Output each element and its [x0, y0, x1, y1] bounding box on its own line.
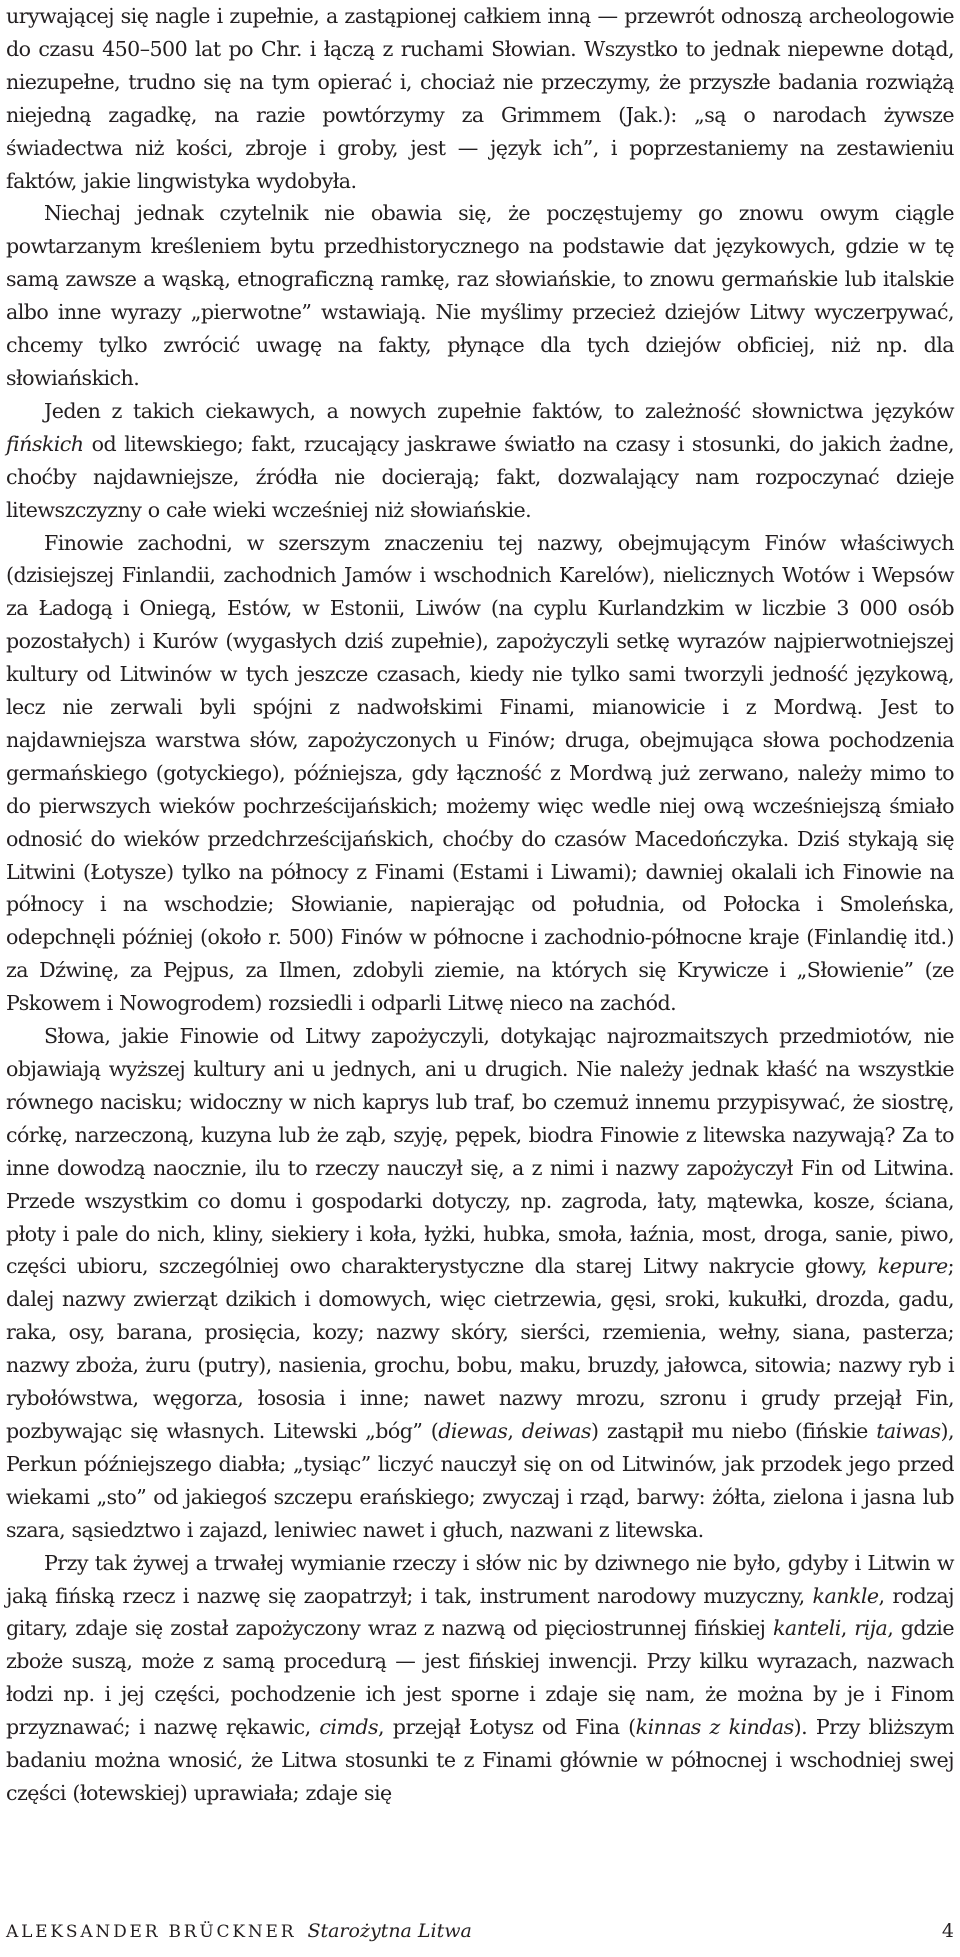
text-run: , gdzie zboże suszą, może z samą procedurą — jest fińskiej inwencji. Przy kilku wyrazach, nazwach łodzi np. i jej części, pochodzenie ich jest sporne i zdaje się nam, że można by je i Finom przyznawać; i nazwę rękawic,: [6, 1616, 954, 1740]
italic-term: cimds: [319, 1715, 379, 1740]
document-page: [6, 0, 954, 1810]
text-run: Przy tak żywej a trwałej wymianie rzeczy i słów nic by dziwnego nie było, gdyby i Litwin w jaką fińską rzecz i nazwę się zaopatrzył; i tak, instrument narodowy muzyczny,: [6, 1550, 954, 1608]
italic-term: kinnas z kindas: [635, 1715, 794, 1740]
text-run: ). Przy bliższym badaniu można wnosić, że Litwa stosunki te z Finami głównie w północnej i wschodniej swej części (łotewskiej) uprawiała; zdaje się: [6, 1715, 954, 1805]
text-run: ,: [840, 1616, 855, 1641]
italic-term: diewas: [438, 1418, 508, 1443]
page-footer: [6, 1920, 954, 1950]
italic-term: taiwas: [876, 1418, 941, 1443]
text-run: , rodzaj gitary, zdaje się został zapożyczony wraz z nazwą od pięciostrunnej fińskiej: [6, 1583, 954, 1641]
italic-term: kanteli: [772, 1616, 841, 1641]
text-run: ), Perkun późniejszego diabła; „tysiąc” liczyć nauczył się on od Litwinów, jak przodek jego przed wiekami „sto” od jakiegoś szczepu erańskiego; zwyczaj i rząd, barwy: żółta, zielona i jasna lub szara, sąsiedztwo i zajazd, leniwiec nawet i głuch, nazwani z litewska.: [6, 1418, 954, 1542]
page-number: 4: [941, 1920, 954, 1942]
paragraph: [6, 0, 954, 197]
text-run: ) zastąpił mu niebo (fińskie: [590, 1418, 877, 1443]
paragraph: [6, 1547, 954, 1810]
text-run: Jeden z takich ciekawych, a nowych zupełnie faktów, to zależność słownictwa języków: [44, 398, 954, 423]
paragraph: [6, 197, 954, 394]
text-run: Finowie zachodni, w szerszym znaczeniu tej nazwy, obejmującym Finów właściwych (dzisiejszej Finlandii, zachodnich Jamów i wschodnich Karelów), nielicznych Wotów i Wepsów za Ładogą i Oniegą, Estów, w Estonii, Liwów (na cyplu Kurlandzkim w liczbie 3 000 osób pozostałych) i Kurów (wygasłych dziś zupełnie), zapożyczyli setkę wyrazów najpierwotniejszej kultury od Litwinów w tych jeszcze czasach, kiedy nie tylko sami tworzyli jedność językową, lecz nie zerwali byli spójni z nadwołskimi Finami, mianowicie i z Mordwą. Jest to najdawniejsza warstwa słów, zapożyczonych u Finów; druga, obejmująca słowa pochodzenia germańskiego (gotyckiego), późniejsza, gdy łączność z Mordwą już zerwano, należy mimo to do pierwszych wieków pochrześcijańskich; możemy więc wedle niej ową wcześniejszą śmiało odnosić do wieków przedchrześcijańskich, choćby do czasów Macedończyka. Dziś stykają się Litwini (Łotysze) tylko na północy z Finami (Estami i Liwami); dawniej okalali ich Finowie na północy i na wschodzie; Słowianie, napierając od południa, od Połocka i Smoleńska, odepchnęli później (około r. 500) Finów w północne i zachodnio-północne kraje (Finlandię itd.) za Dźwinę, za Pejpus, za Ilmen, zdobyli ziemie, na których się Krywicze i „Słowienie” (ze Pskowem i Nowogrodem) rozsiedli i odparli Litwę nieco na zachód.: [6, 530, 954, 1016]
italic-term: rija: [854, 1616, 888, 1641]
text-run: Słowa, jakie Finowie od Litwy zapożyczyli, dotykając najrozmaitszych przedmiotów, nie objawiają wyższej kultury ani u jednych, ani u drugich. Nie należy jednak kłaść na wszystkie równego nacisku; widoczny w nich kaprys lub traf, bo czemuż innemu przypisywać, że siostrę, córkę, narzeczoną, kuzyna lub że ząb, szyję, pępek, biodra Finowie z litewska nazywają? Za to inne dowodzą naocznie, ilu to rzeczy nauczył się, a z nimi i nazwy zapożyczył Fin od Litwina. Przede wszystkim co domu i gospodarki dotyczy, np. zagroda, łaty, mątewka, kosze, ściana, płoty i pale do nich, kliny, siekiery i koła, łyżki, hubka, smoła, łaźnia, most, droga, sanie, piwo, części ubioru, szczególniej owo charakterystyczne dla starej Litwy nakrycie głowy,: [6, 1024, 954, 1279]
text-run: od litewskiego; fakt, rzucający jaskrawe światło na czasy i stosunki, do jakich żadne, choćby najdawniejsze, źródła nie docierają; fakt, dozwalający nam rozpoczynać dzieje litewszczyzny o całe wieki wcześniej niż słowiańskie.: [6, 431, 954, 522]
text-run: ,: [507, 1418, 522, 1443]
paragraph: [6, 1020, 954, 1547]
paragraph: [6, 395, 954, 527]
italic-term: kepure: [877, 1254, 948, 1279]
italic-term: deiwas: [521, 1418, 591, 1443]
footer-book-title: Starożytna Litwa: [307, 1920, 472, 1942]
footer-author: ALEKSANDER BRÜCKNER: [6, 1922, 297, 1942]
text-run: Niechaj jednak czytelnik nie obawia się, że poczęstujemy go znowu owym ciągle powtarzanym kreśleniem bytu przedhistorycznego na podstawie dat językowych, gdzie w tę samą zawsze a wąską, etnograficzną ramkę, raz słowiańskie, to znowu germańskie lub italskie albo inne wyrazy „pierwotne” wstawiają. Nie myślimy przecież dziejów Litwy wyczerpywać, chcemy tylko zwrócić uwagę na fakty, płynące dla tych dziejów obficiej, niż np. dla słowiańskich.: [6, 201, 954, 390]
text-run: urywającej się nagle i zupełnie, a zastąpionej całkiem inną — przewrót odnoszą archeologowie do czasu 450–500 lat po Chr. i łączą z ruchami Słowian. Wszystko to jednak niepewne dotąd, niezupełne, trudno się na tym opierać i, chociaż nie przeczymy, że przyszłe badania rozwiążą niejedną zagadkę, na razie powtórzymy za Grimmem (Jak.): „są o narodach żywsze świadectwa niż kości, zbroje i groby, jest — język ich”, i poprzestaniemy na zestawieniu faktów, jakie lingwistyka wydobyła.: [6, 4, 954, 193]
paragraph: [6, 527, 954, 1021]
text-run: , przejął Łotysz od Fina (: [378, 1715, 636, 1740]
text-run: ; dalej nazwy zwierząt dzikich i domowych, więc cietrzewia, gęsi, sroki, kukułki, drozda, gadu, raka, osy, barana, prosięcia, kozy; nazwy skóry, sierści, rzemienia, wełny, siana, pasterza; nazwy zboża, żuru (putry), nasienia, grochu, bobu, maku, bruzdy, jałowca, sitowia; nazwy ryb i rybołówstwa, węgorza, łososia i inne; nawet nazwy mrozu, szronu i grudy przejął Fin, pozbywając się własnych. Litewski „bóg” (: [6, 1254, 954, 1443]
italic-term: kankle: [812, 1583, 879, 1608]
italic-term: fińskich: [6, 431, 84, 456]
